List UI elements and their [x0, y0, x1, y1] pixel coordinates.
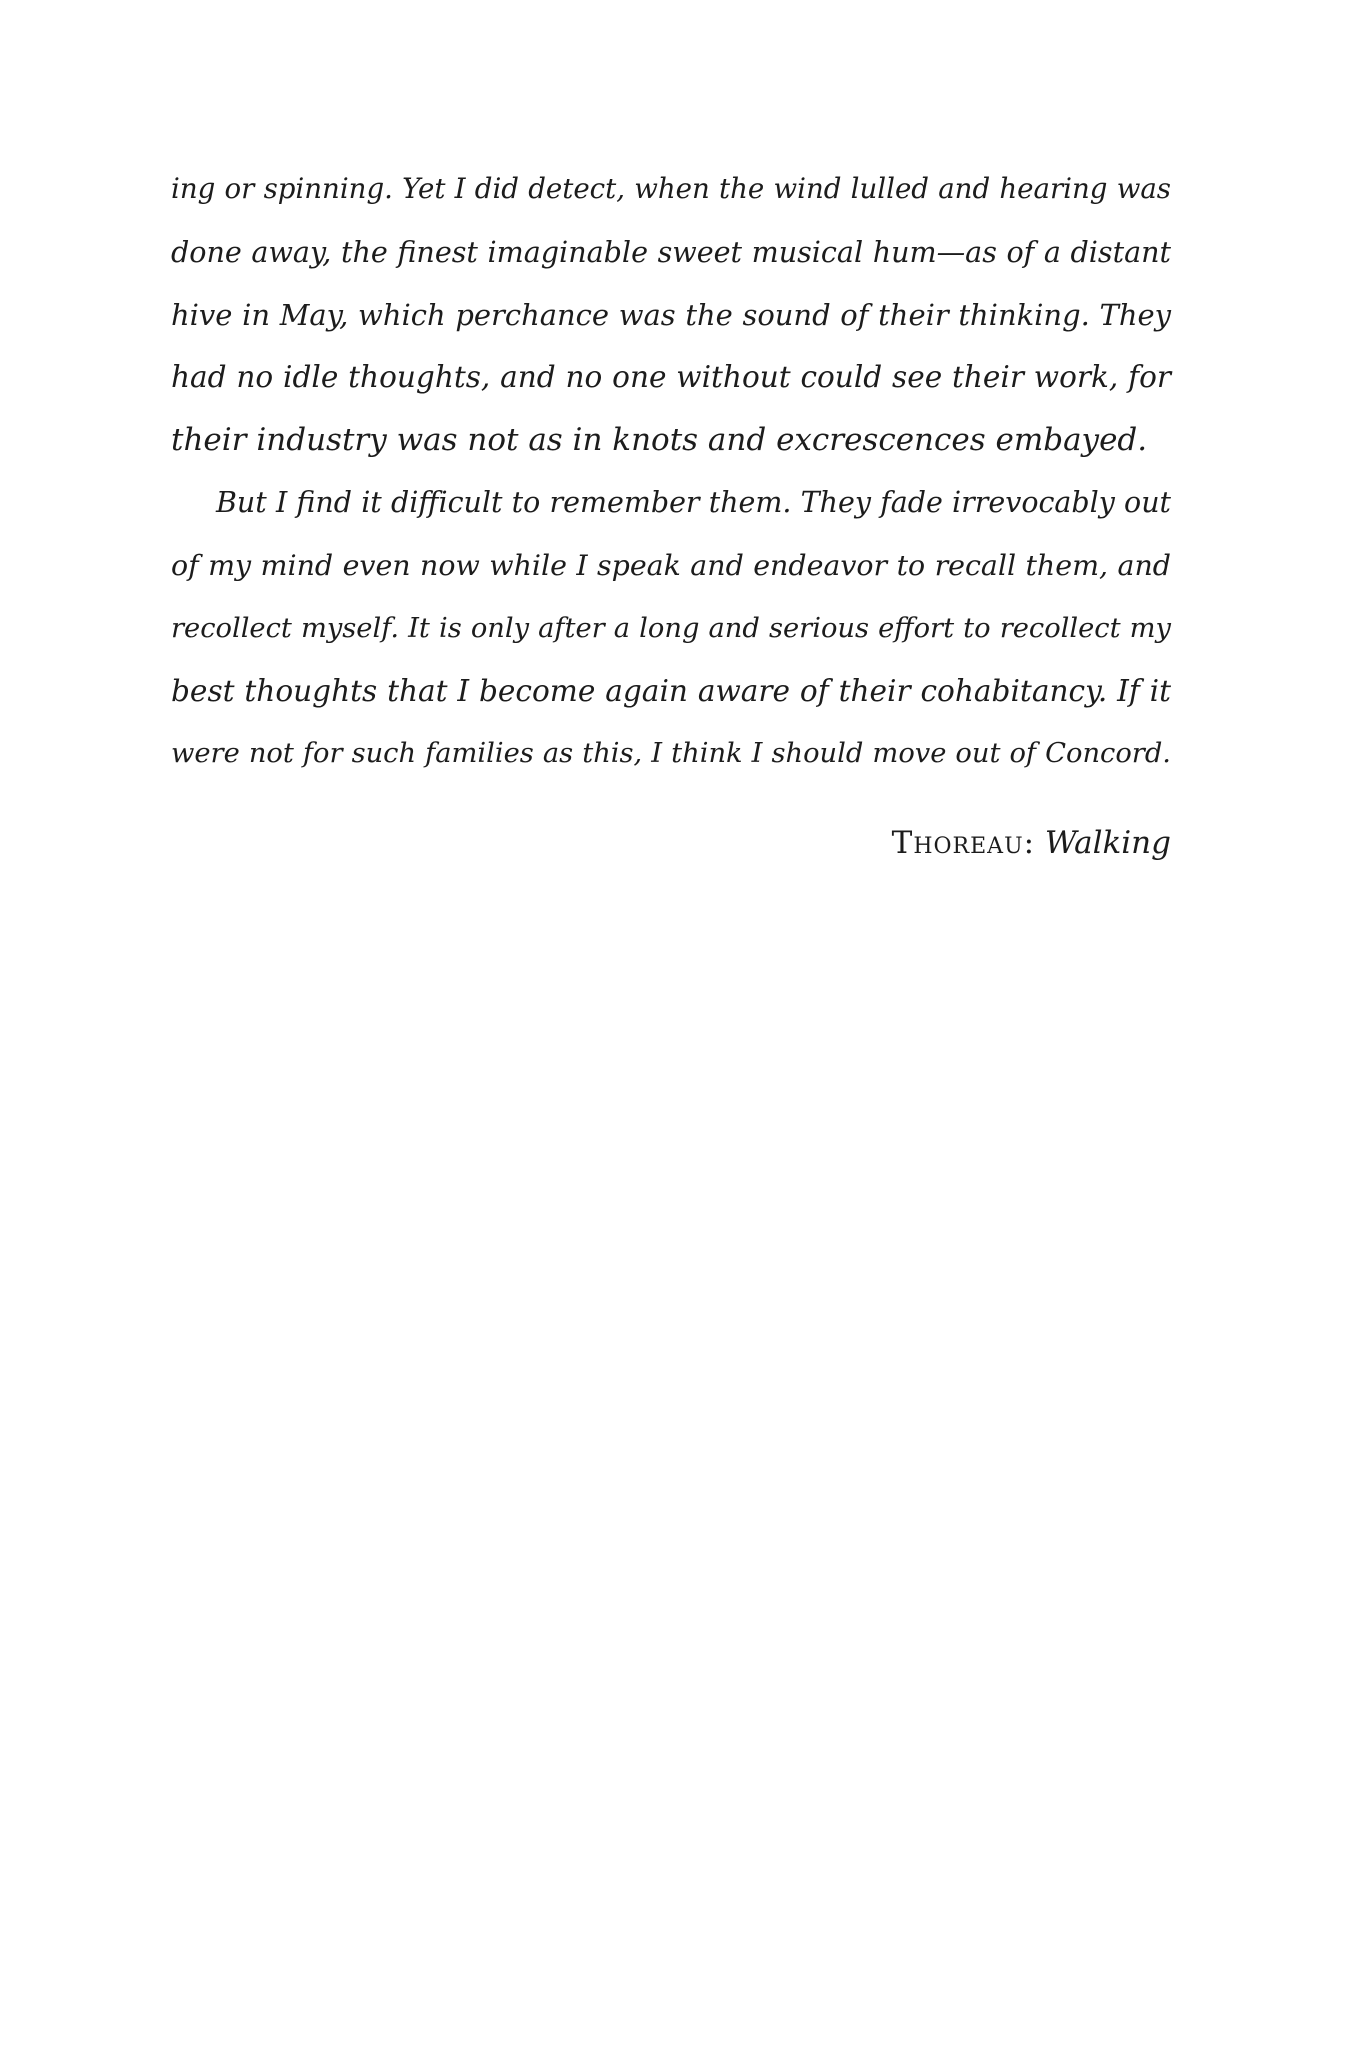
passage-line: had no idle thoughts, and no one without could see their work, for: [171, 360, 1171, 395]
passage-line: done away, the finest imaginable sweet musical hum—as of a distant: [171, 234, 1171, 269]
attribution-work: Walking: [1044, 825, 1171, 861]
passage-line: were not for such families as this, I think I should move out of Concord.: [171, 738, 1171, 770]
passage-line: best thoughts that I become again aware of their cohabitancy. If it: [171, 674, 1171, 709]
passage-text: [171, 158, 1171, 786]
passage-line: But I find it difficult to remember them. They fade irrevocably out: [216, 485, 1171, 519]
passage-line: hive in May, which perchance was the sound of their thinking. They: [171, 297, 1171, 332]
passage-line: recollect myself. It is only after a long and serious effort to recollect my: [171, 612, 1171, 644]
attribution-author: Thoreau:: [891, 825, 1036, 861]
passage-line: ing or spinning. Yet I did detect, when the wind lulled and hearing was: [171, 172, 1171, 205]
attribution: [171, 812, 1171, 874]
passage-line: their industry was not as in knots and excrescences embayed.: [171, 422, 1148, 459]
passage-line: of my mind even now while I speak and endeavor to recall them, and: [171, 548, 1171, 582]
